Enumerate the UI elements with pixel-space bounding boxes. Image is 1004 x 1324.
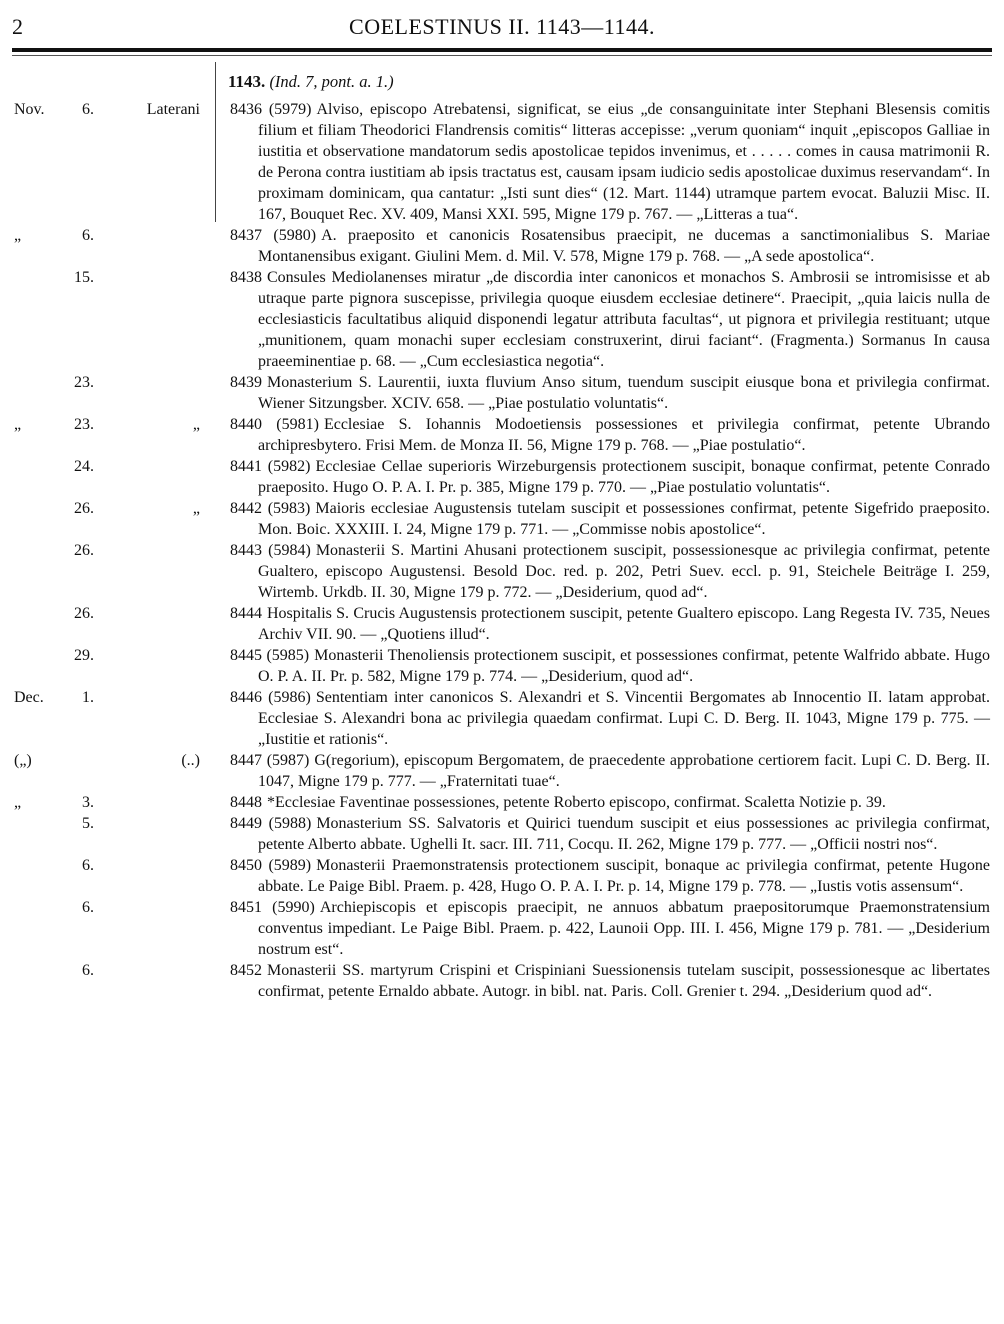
regest-entry: [0, 498, 1004, 540]
entry-text: Monasterii SS. martyrum Crispini et Crispiniani Suessionensis tutelam suscipit, possessionesque ac libertates confirmat, petente Ernaldo abbate. Autogr. in bibl. nat. Paris. Coll. Grenier t. 294. „Desiderium quod ad“.: [258, 962, 990, 1000]
entry-number: 8438: [230, 269, 262, 286]
header-rule-thin: [12, 55, 992, 56]
entry-day: 6.: [82, 899, 94, 916]
regest-entry: [0, 687, 1004, 750]
entry-text-block: [230, 540, 990, 603]
entry-text-block: [230, 813, 990, 855]
entry-day: 23.: [74, 374, 94, 391]
entry-day: 6.: [82, 962, 94, 979]
entry-number: 8441 (5982): [230, 458, 311, 475]
regest-entry: [0, 792, 1004, 813]
entry-day: 24.: [74, 458, 94, 475]
entry-number: 8452: [230, 962, 262, 979]
entry-number: 8450 (5989): [230, 857, 312, 874]
entry-day: 15.: [74, 269, 94, 286]
regest-entry: [0, 855, 1004, 897]
entry-text: Ecclesiae Cellae superioris Wirzeburgensis protectionem suscipit, bonaque confirmat, petente Conrado praeposito. Hugo O. P. A. I. Pr. p. 385, Migne 179 p. 770. — „Piae postulatio voluntatis“.: [258, 458, 990, 496]
entry-text-block: [230, 750, 990, 792]
regest-entry: [0, 99, 1004, 225]
running-title: COELESTINUS II. 1143—1144.: [349, 14, 655, 39]
entry-text: *Ecclesiae Faventinae possessiones, petente Roberto episcopo, confirmat. Scaletta Notizie p. 39.: [267, 794, 886, 811]
entry-month: Dec.: [14, 689, 44, 706]
year: 1143.: [228, 72, 266, 91]
entry-day: 26.: [74, 542, 94, 559]
year-note: (Ind. 7, pont. a. 1.): [269, 72, 394, 91]
entry-text: Monasterii S. Martini Ahusani protectionem suscipit, possessionesque ac privilegia confirmat, petente Gualtero, episcopo Augustensi. Besold Doc. red. p. 202, Petri Suev. eccl. p. 91, Steichele Beiträge I. 259, Wirtemb. Urkdb. II. 30, Migne 179 p. 772. — „Desiderium, quod ad“.: [258, 542, 991, 601]
entry-text: Monasterium S. Laurentii, iuxta fluvium Anso situm, tuendum suscipit eiusque bona et privilegia confirmat. Wiener Sitzungsber. XCIV. 658. — „Piae postulatio voluntatis“.: [258, 374, 990, 412]
entry-text: Monasterii Praemonstratensis protectionem suscipit, bonaque ac privilegia confirmat, petente Hugone abbate. Le Paige Bibl. Praem. p. 428, Hugo O. P. A. I. Pr. p. 14, Migne 179 p. 778. — „Iustis votis assensum“.: [258, 857, 990, 895]
entry-month: („): [14, 752, 32, 769]
entry-text-block: [230, 99, 990, 225]
entry-text: Monasterium SS. Salvatoris et Quirici tuendum suscipit et eius possessiones ac privilegia confirmat, petente Alberto abbate. Ughelli It. sacr. III. 711, Cocqu. II. 262, Migne 179 p. 777. — „Officii nostri nos“.: [258, 815, 991, 853]
regest-entry: [0, 414, 1004, 456]
entry-number: 8447 (5987): [230, 752, 310, 769]
entry-month: „: [14, 794, 22, 811]
regest-entry: [0, 750, 1004, 792]
entry-number: 8444: [230, 605, 262, 622]
entry-text-block: [230, 645, 990, 687]
entry-number: 8446 (5986): [230, 689, 311, 706]
entry-day: 26.: [74, 605, 94, 622]
regest-entry: [0, 897, 1004, 960]
entry-text-block: [230, 498, 990, 540]
header-rule: [12, 48, 992, 52]
regest-entry: [0, 540, 1004, 603]
entry-text-block: [230, 456, 990, 498]
regesta-entries: [0, 99, 1004, 1002]
entry-text-block: [230, 792, 990, 813]
entry-text: Consules Mediolanenses miratur „de discordia inter canonicos et monachos S. Ambrosii se intromisisse et ab utraque parte pignora suscepisse, privilegia quoque eiusdem ecclesiae detinere“. Praecipit, „quia laicis nulla de ecclesiasticis facultatibus aliquid disponendi legatur attributa facultas“, ut pignora et privilegia restituant; utque „munitionem, quam monachi super ecclesiam construxerint, dirui faciant“. (Fragmenta.) Sormanus In causa praeeminentiae p. 68. — „Cum ecclesiastica negotia“.: [258, 269, 990, 370]
entry-number: 8442 (5983): [230, 500, 311, 517]
entry-text: Ecclesiae S. Iohannis Modoetiensis possessiones et privilegia confirmat, petente Ubrando archipresbytero. Frisi Mem. de Monza II. 56, Migne 179 p. 768. — „Piae postulatio“.: [258, 416, 991, 454]
entry-text-block: [230, 897, 990, 960]
entry-place: (..): [181, 752, 200, 769]
entry-place: „: [192, 500, 200, 517]
regest-entry: [0, 372, 1004, 414]
entry-day: 23.: [74, 416, 94, 433]
entry-text: Archiepiscopis et episcopis praecipit, ne annuos abbatum praepositorumque Praemonstratensium conventus impediant. Le Paige Bibl. Praem. p. 422, Launoii Opp. III. I. 456, Migne 179 p. 781. — „Desiderium nostrum est“.: [258, 899, 991, 958]
entry-day: 26.: [74, 500, 94, 517]
entry-number: 8436 (5979): [230, 101, 312, 118]
entry-text: Alviso, episcopo Atrebatensi, significat, se eius „de consanguinitate inter Stephani Blesensis comitis filium et filiam Theodorici Flandrensis comitis“ litteras accepisse: „verum quoniam“ inquit „episcopos Galliae in iustitia et observatione mandatorum sedis apostolicae tepidos invenimus, et . . . . . comes in causa matrimonii R. de Perona contra iustitiam ab ipsis tractatus est, causam ipsam iudicio sedis apostolicae duximus reservandam“. In proximam dominicam, qua cantatur: „Isti sunt dies“ (12. Mart. 1144) utramque partem evocat. Baluzii Misc. II. 167, Bouquet Rec. XV. 409, Mansi XXI. 595, Migne 179 p. 767. — „Litteras a tua“.: [258, 101, 991, 223]
entry-text-block: [230, 855, 990, 897]
entry-day: 6.: [82, 857, 94, 874]
entry-text-block: [230, 225, 990, 267]
entry-month: „: [14, 227, 22, 244]
entry-text: A. praeposito et canonicis Rosatensibus praecipit, ne ducemas a sanctimonialibus S. Mariae Montanensibus exigant. Giulini Mem. d. Mil. V. 578, Migne 179 p. 768. — „A sede apostolica“.: [258, 227, 991, 265]
entry-day: 29.: [74, 647, 94, 664]
regest-entry: [0, 645, 1004, 687]
entry-day: 3.: [82, 794, 94, 811]
entry-day: 6.: [82, 227, 94, 244]
entry-number: 8439: [230, 374, 262, 391]
entry-text: Hospitalis S. Crucis Augustensis protectionem suscipit, petente Gualtero episcopo. Lang Regesta IV. 735, Neues Archiv VII. 90. — „Quotiens illud“.: [258, 605, 990, 643]
entry-number: 8440 (5981): [230, 416, 319, 433]
entry-text: Monasterii Thenoliensis protectionem suscipit, et possessiones confirmat, petente Walfrido abbate. Hugo O. P. A. II. Pr. p. 582, Migne 179 p. 774. — „Desiderium, quod ad“.: [258, 647, 991, 685]
entry-text-block: [230, 687, 990, 750]
entry-month: „: [14, 416, 22, 433]
entry-number: 8445 (5985): [230, 647, 310, 664]
entry-text: Sententiam inter canonicos S. Alexandri et S. Vincentii Bergomates ab Innocentio II. latam approbat. Ecclesiae S. Alexandri bona ac privilegia quaedam confirmat. Lupi C. D. Berg. II. 1043, Migne 179 p. 775. — „Iustitie et rationis“.: [258, 689, 991, 748]
regest-entry: [0, 960, 1004, 1002]
entry-number: 8451 (5990): [230, 899, 315, 916]
entry-number: 8437 (5980): [230, 227, 317, 244]
entry-text-block: [230, 414, 990, 456]
regest-entry: [0, 267, 1004, 372]
year-heading: [228, 72, 394, 92]
entry-month: Nov.: [14, 101, 45, 118]
entry-text-block: [230, 960, 990, 1002]
entry-day: 5.: [82, 815, 94, 832]
entry-day: 1.: [82, 689, 94, 706]
entry-text-block: [230, 603, 990, 645]
regest-entry: [0, 456, 1004, 498]
regest-entry: [0, 813, 1004, 855]
entry-day: 6.: [82, 101, 94, 118]
entry-number: 8448: [230, 794, 262, 811]
entry-text-block: [230, 267, 990, 372]
entry-text: Maioris ecclesiae Augustensis tutelam suscipit et possessiones confirmat, petente Sigefrido praeposito. Mon. Boic. XXXIII. I. 24, Migne 179 p. 771. — „Commisse nobis apostolice“.: [258, 500, 990, 538]
entry-number: 8443 (5984): [230, 542, 311, 559]
entry-place: „: [192, 416, 200, 433]
entry-text-block: [230, 372, 990, 414]
regest-entry: [0, 603, 1004, 645]
page-number: 2: [12, 14, 23, 39]
entry-text: G(regorium), episcopum Bergomatem, de praecedente approbatione certiorem facit. Lupi C. D. Berg. II. 1047, Migne 179 p. 777. — „Fraternitati tuae“.: [258, 752, 991, 790]
entry-place: Laterani: [146, 101, 200, 118]
regest-entry: [0, 225, 1004, 267]
entry-number: 8449 (5988): [230, 815, 312, 832]
